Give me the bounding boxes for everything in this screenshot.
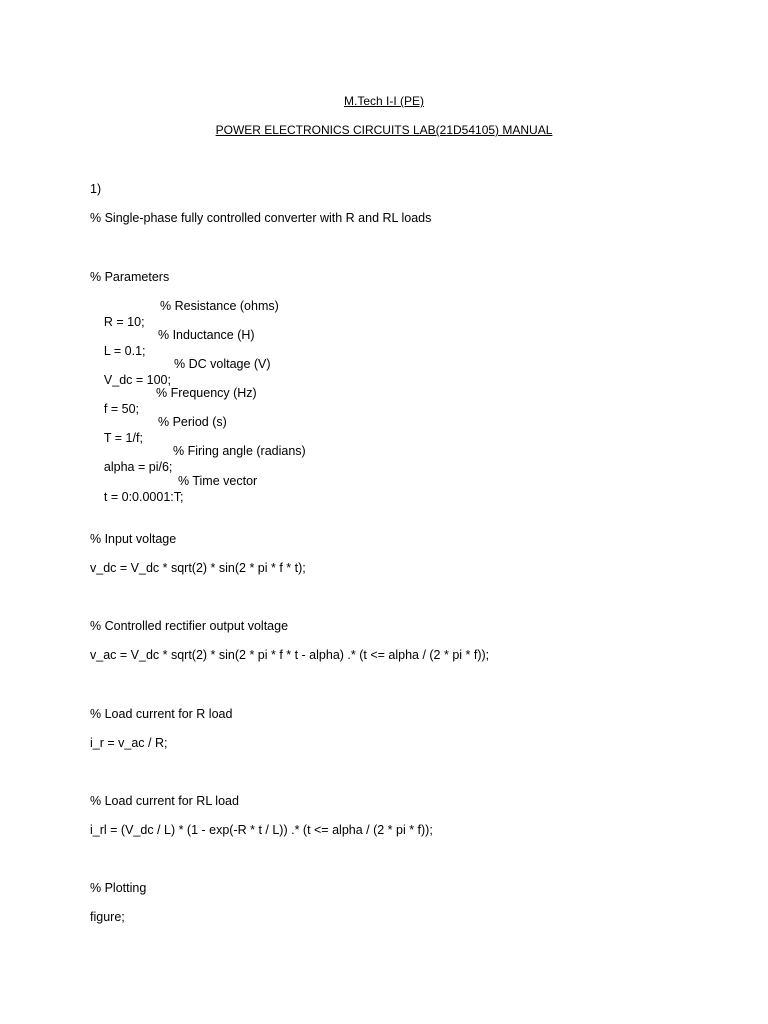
param-comment: % Resistance (ohms): [160, 299, 279, 313]
param-code: T = 1/f;: [103, 431, 143, 445]
param-code: alpha = pi/6;: [103, 460, 173, 474]
rectifier-comment: % Controlled rectifier output voltage: [90, 619, 289, 633]
param-comment: % Firing angle (radians): [173, 444, 306, 458]
param-comment: % DC voltage (V): [174, 357, 271, 371]
plotting-code: figure;: [90, 910, 125, 924]
r-load-comment: % Load current for R load: [90, 707, 233, 721]
param-comment: % Period (s): [158, 415, 227, 429]
document-title: M.Tech I-I (PE): [343, 94, 424, 108]
program-number: 1): [90, 182, 102, 196]
plotting-comment: % Plotting: [90, 881, 147, 895]
param-code: R = 10;: [103, 315, 145, 329]
parameters-comment: % Parameters: [90, 270, 170, 284]
input-voltage-comment: % Input voltage: [90, 532, 177, 546]
input-voltage-code: v_dc = V_dc * sqrt(2) * sin(2 * pi * f * t);: [90, 561, 306, 575]
rl-load-comment: % Load current for RL load: [90, 794, 239, 808]
param-code: t = 0:0.0001:T;: [103, 490, 184, 504]
document-subtitle: POWER ELECTRONICS CIRCUITS LAB(21D54105) MANUAL: [215, 123, 553, 137]
param-code: L = 0.1;: [103, 344, 146, 358]
rl-load-code: i_rl = (V_dc / L) * (1 - exp(-R * t / L)) .* (t <= alpha / (2 * pi * f));: [90, 823, 433, 837]
param-code: V_dc = 100;: [103, 373, 171, 387]
param-line: [90, 473, 258, 521]
param-code: f = 50;: [103, 402, 140, 416]
param-comment: % Inductance (H): [158, 328, 255, 342]
param-comment: % Frequency (Hz): [156, 386, 257, 400]
r-load-code: i_r = v_ac / R;: [90, 736, 168, 750]
program-description: % Single-phase fully controlled converter with R and RL loads: [90, 211, 432, 225]
rectifier-code: v_ac = V_dc * sqrt(2) * sin(2 * pi * f * t - alpha) .* (t <= alpha / (2 * pi * f));: [90, 648, 490, 662]
param-comment: % Time vector: [178, 474, 258, 488]
